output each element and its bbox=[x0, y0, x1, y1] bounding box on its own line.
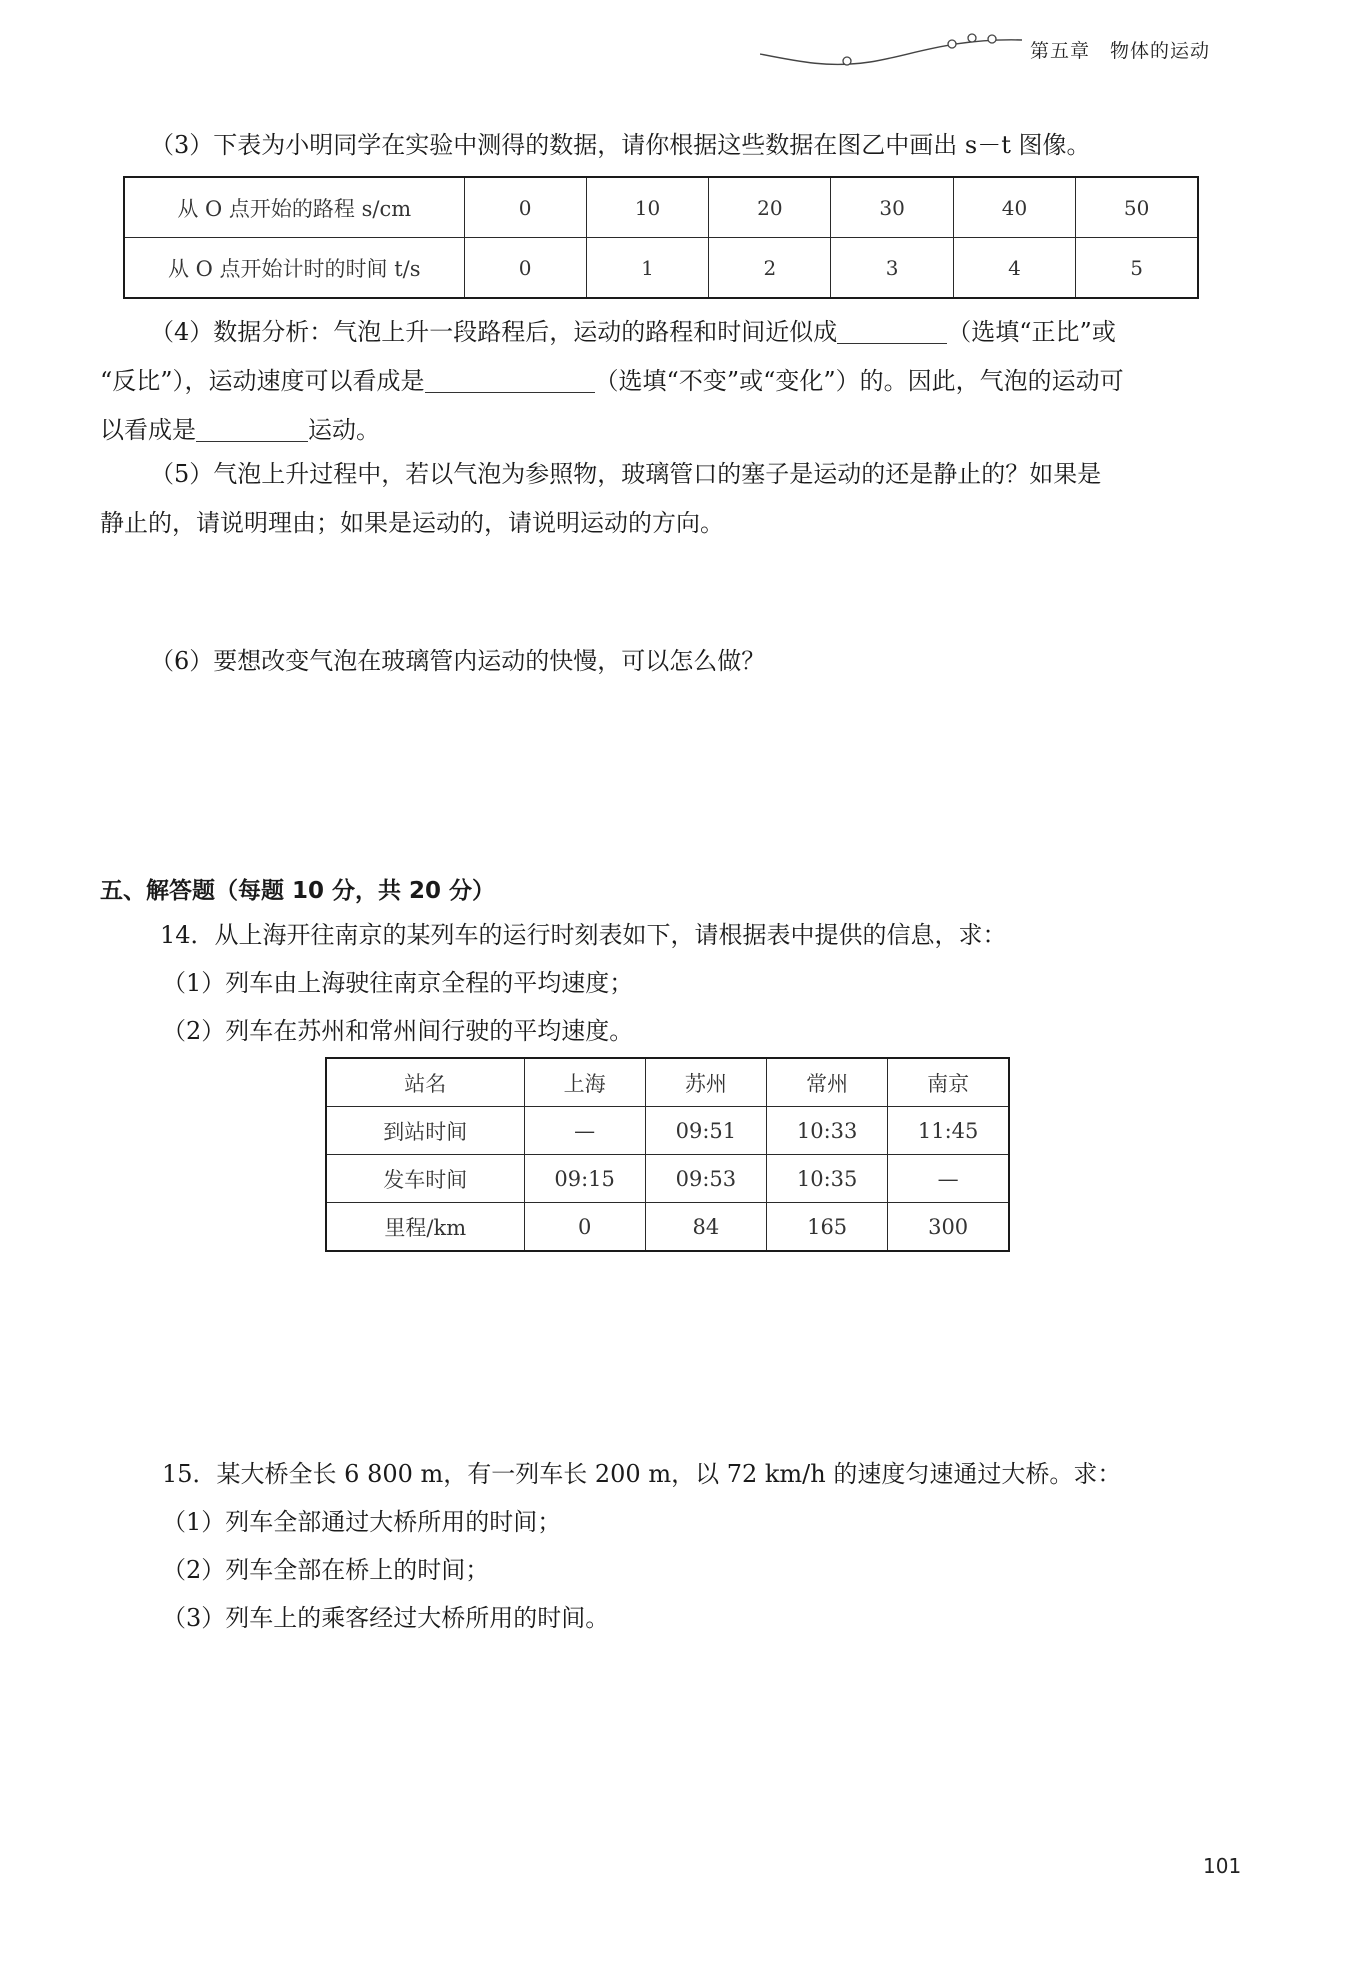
table-cell: 10:33 bbox=[767, 1107, 888, 1155]
table-cell: 50 bbox=[1076, 177, 1198, 238]
table-row bbox=[124, 238, 1198, 299]
distance-time-table bbox=[123, 176, 1199, 299]
column-header: 常州 bbox=[767, 1058, 888, 1107]
page-number: 101 bbox=[1203, 1854, 1242, 1878]
q14-sub1: （1）列车由上海驶往南京全程的平均速度； bbox=[162, 969, 634, 997]
table-row bbox=[124, 177, 1198, 238]
table-cell: — bbox=[524, 1107, 645, 1155]
answer-blank[interactable] bbox=[837, 317, 947, 344]
table-cell: 20 bbox=[709, 177, 831, 238]
table-cell: 10 bbox=[586, 177, 708, 238]
header-wave-decoration bbox=[760, 28, 1022, 74]
q13-part4-text: （选填“正比”或 bbox=[947, 318, 1116, 346]
q13-part4-text: “反比”），运动速度可以看成是 bbox=[100, 367, 425, 395]
table-row bbox=[326, 1155, 1009, 1203]
table-cell: 09:15 bbox=[524, 1155, 645, 1203]
column-header: 站名 bbox=[326, 1058, 524, 1107]
section-title: 五、解答题（每题 10 分，共 20 分） bbox=[100, 878, 496, 904]
row-label: 里程/km bbox=[326, 1203, 524, 1252]
table-cell: 1 bbox=[586, 238, 708, 299]
table-cell: 300 bbox=[888, 1203, 1009, 1252]
row-label: 到站时间 bbox=[326, 1107, 524, 1155]
table-cell: — bbox=[888, 1155, 1009, 1203]
q15-sub3: （3）列车上的乘客经过大桥所用的时间。 bbox=[162, 1604, 610, 1632]
table-cell: 0 bbox=[464, 177, 586, 238]
q13-part4-text: （4）数据分析：气泡上升一段路程后，运动的路程和时间近似成 bbox=[150, 318, 838, 346]
table-cell: 3 bbox=[831, 238, 953, 299]
column-header: 苏州 bbox=[645, 1058, 766, 1107]
table-cell: 165 bbox=[767, 1203, 888, 1252]
row-label-distance: 从 O 点开始的路程 s/cm bbox=[124, 177, 464, 238]
table-cell: 11:45 bbox=[888, 1107, 1009, 1155]
table-cell: 30 bbox=[831, 177, 953, 238]
table-row bbox=[326, 1107, 1009, 1155]
q15-stem: 15．某大桥全长 6 800 m，有一列车长 200 m，以 72 km/h 的速度匀速通过大桥。求： bbox=[162, 1460, 1122, 1488]
q15-sub2: （2）列车全部在桥上的时间； bbox=[162, 1556, 490, 1584]
q13-part4-text: 以看成是 bbox=[100, 416, 196, 444]
table-cell: 84 bbox=[645, 1203, 766, 1252]
column-header: 南京 bbox=[888, 1058, 1009, 1107]
q13-part3-text: （3）下表为小明同学在实验中测得的数据，请你根据这些数据在图乙中画出 s－t 图像。 bbox=[150, 131, 1091, 159]
row-label-time: 从 O 点开始计时的时间 t/s bbox=[124, 238, 464, 299]
q13-part4-line2 bbox=[100, 364, 1124, 398]
q14-stem: 14．从上海开往南京的某列车的运行时刻表如下，请根据表中提供的信息，求： bbox=[160, 921, 1007, 949]
q13-part5-line1: （5）气泡上升过程中，若以气泡为参照物，玻璃管口的塞子是运动的还是静止的？如果是 bbox=[150, 460, 1102, 488]
answer-blank[interactable] bbox=[425, 366, 595, 393]
q13-part4-line3 bbox=[100, 413, 380, 447]
q13-part5-line2: 静止的，请说明理由；如果是运动的，请说明运动的方向。 bbox=[100, 509, 724, 537]
table-header-row bbox=[326, 1058, 1009, 1107]
q14-sub2: （2）列车在苏州和常州间行驶的平均速度。 bbox=[162, 1017, 634, 1045]
q15-sub1: （1）列车全部通过大桥所用的时间； bbox=[162, 1508, 562, 1536]
answer-blank[interactable] bbox=[196, 415, 308, 442]
q13-part6-text: （6）要想改变气泡在玻璃管内运动的快慢，可以怎么做？ bbox=[150, 647, 766, 675]
table-cell: 10:35 bbox=[767, 1155, 888, 1203]
table-row bbox=[326, 1203, 1009, 1252]
q13-part4-text: 运动。 bbox=[308, 416, 380, 444]
q13-part4-text: （选填“不变”或“变化”）的。因此，气泡的运动可 bbox=[594, 367, 1124, 395]
table-cell: 0 bbox=[524, 1203, 645, 1252]
chapter-title: 第五章 物体的运动 bbox=[1030, 40, 1211, 62]
table-cell: 5 bbox=[1076, 238, 1198, 299]
table-cell: 40 bbox=[953, 177, 1075, 238]
table-cell: 4 bbox=[953, 238, 1075, 299]
table-cell: 2 bbox=[709, 238, 831, 299]
q13-part4-line1 bbox=[150, 315, 1116, 349]
table-cell: 0 bbox=[464, 238, 586, 299]
column-header: 上海 bbox=[524, 1058, 645, 1107]
train-timetable bbox=[325, 1057, 1010, 1252]
table-cell: 09:53 bbox=[645, 1155, 766, 1203]
table-cell: 09:51 bbox=[645, 1107, 766, 1155]
row-label: 发车时间 bbox=[326, 1155, 524, 1203]
